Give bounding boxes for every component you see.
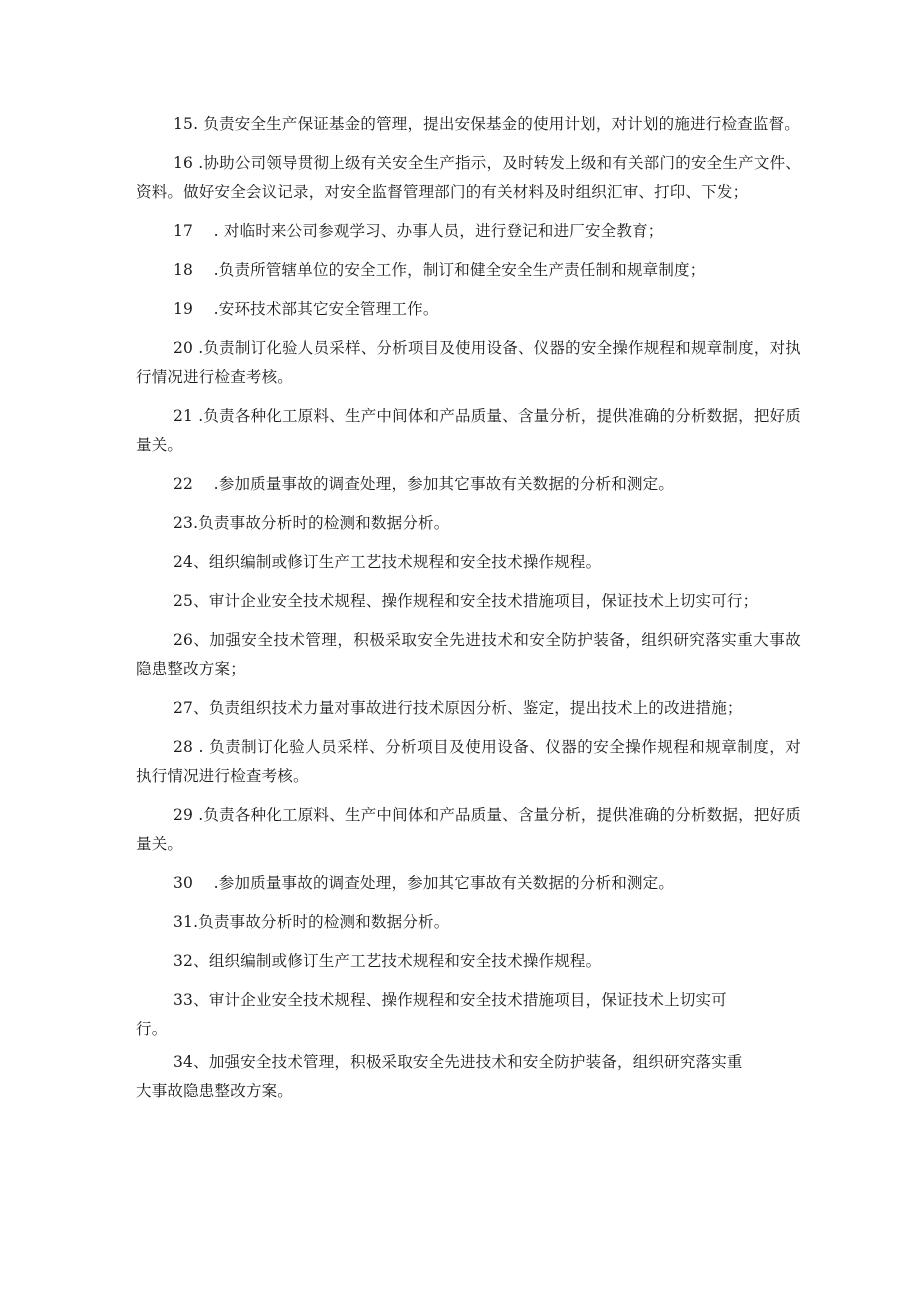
paragraph-18: 18 .负责所管辖单位的安全工作，制订和健全安全生产责任制和规章制度； <box>173 261 706 279</box>
paragraph-29: 29 .负责各种化工原料、生产中间体和产品质量、含量分析，提供准确的分析数据，把好质量关。 <box>136 806 801 853</box>
paragraph-15: 15. 负责安全生产保证基金的管理，提出安保基金的使用计划，对计划的施进行检查监督。 <box>173 115 800 133</box>
paragraph-23: 23.负责事故分析时的检测和数据分析。 <box>173 514 450 532</box>
paragraph-31: 31.负责事故分析时的检测和数据分析。 <box>173 913 450 931</box>
paragraph-21: 21 .负责各种化工原料、生产中间体和产品质量、含量分析，提供准确的分析数据，把好质量关。 <box>136 407 801 454</box>
paragraph-17: 17 . 对临时来公司参观学习、办事人员，进行登记和进厂安全教育； <box>173 222 664 240</box>
paragraph-26: 26、加强安全技术管理，积极采取安全先进技术和安全防护装备，组织研究落实重大事故隐患整改方案； <box>136 631 801 678</box>
paragraph-30: 30 .参加质量事故的调查处理，参加其它事故有关数据的分析和测定。 <box>173 874 675 892</box>
paragraph-16: 16 .协助公司领导贯彻上级有关安全生产指示，及时转发上级和有关部门的安全生产文件、资料。做好安全会议记录，对安全监督管理部门的有关材料及时组织汇审、打印、下发； <box>136 154 801 201</box>
paragraph-28: 28 . 负责制订化验人员采样、分析项目及使用设备、仪器的安全操作规程和规章制度，对执行情况进行检查考核。 <box>136 738 801 785</box>
document-body <box>136 110 801 1116</box>
paragraph-25: 25、审计企业安全技术规程、操作规程和安全技术措施项目，保证技术上切实可行； <box>173 592 759 610</box>
paragraph-32: 32、组织编制或修订生产工艺技术规程和安全技术操作规程。 <box>173 952 602 970</box>
paragraph-27: 27、负责组织技术力量对事故进行技术原因分析、鉴定，提出技术上的改进措施； <box>173 699 743 717</box>
paragraph-34: 34、加强安全技术管理，积极采取安全先进技术和安全防护装备，组织研究落实重大事故隐患整改方案。 <box>136 1053 743 1100</box>
paragraph-24: 24、组织编制或修订生产工艺技术规程和安全技术操作规程。 <box>173 553 602 571</box>
paragraph-20: 20 .负责制订化验人员采样、分析项目及使用设备、仪器的安全操作规程和规章制度，对执行情况进行检查考核。 <box>136 339 801 386</box>
paragraph-33: 33、审计企业安全技术规程、操作规程和安全技术措施项目，保证技术上切实可行。 <box>136 991 727 1038</box>
paragraph-19: 19 .安环技术部其它安全管理工作。 <box>173 300 439 318</box>
paragraph-22: 22 .参加质量事故的调查处理，参加其它事故有关数据的分析和测定。 <box>173 475 675 493</box>
